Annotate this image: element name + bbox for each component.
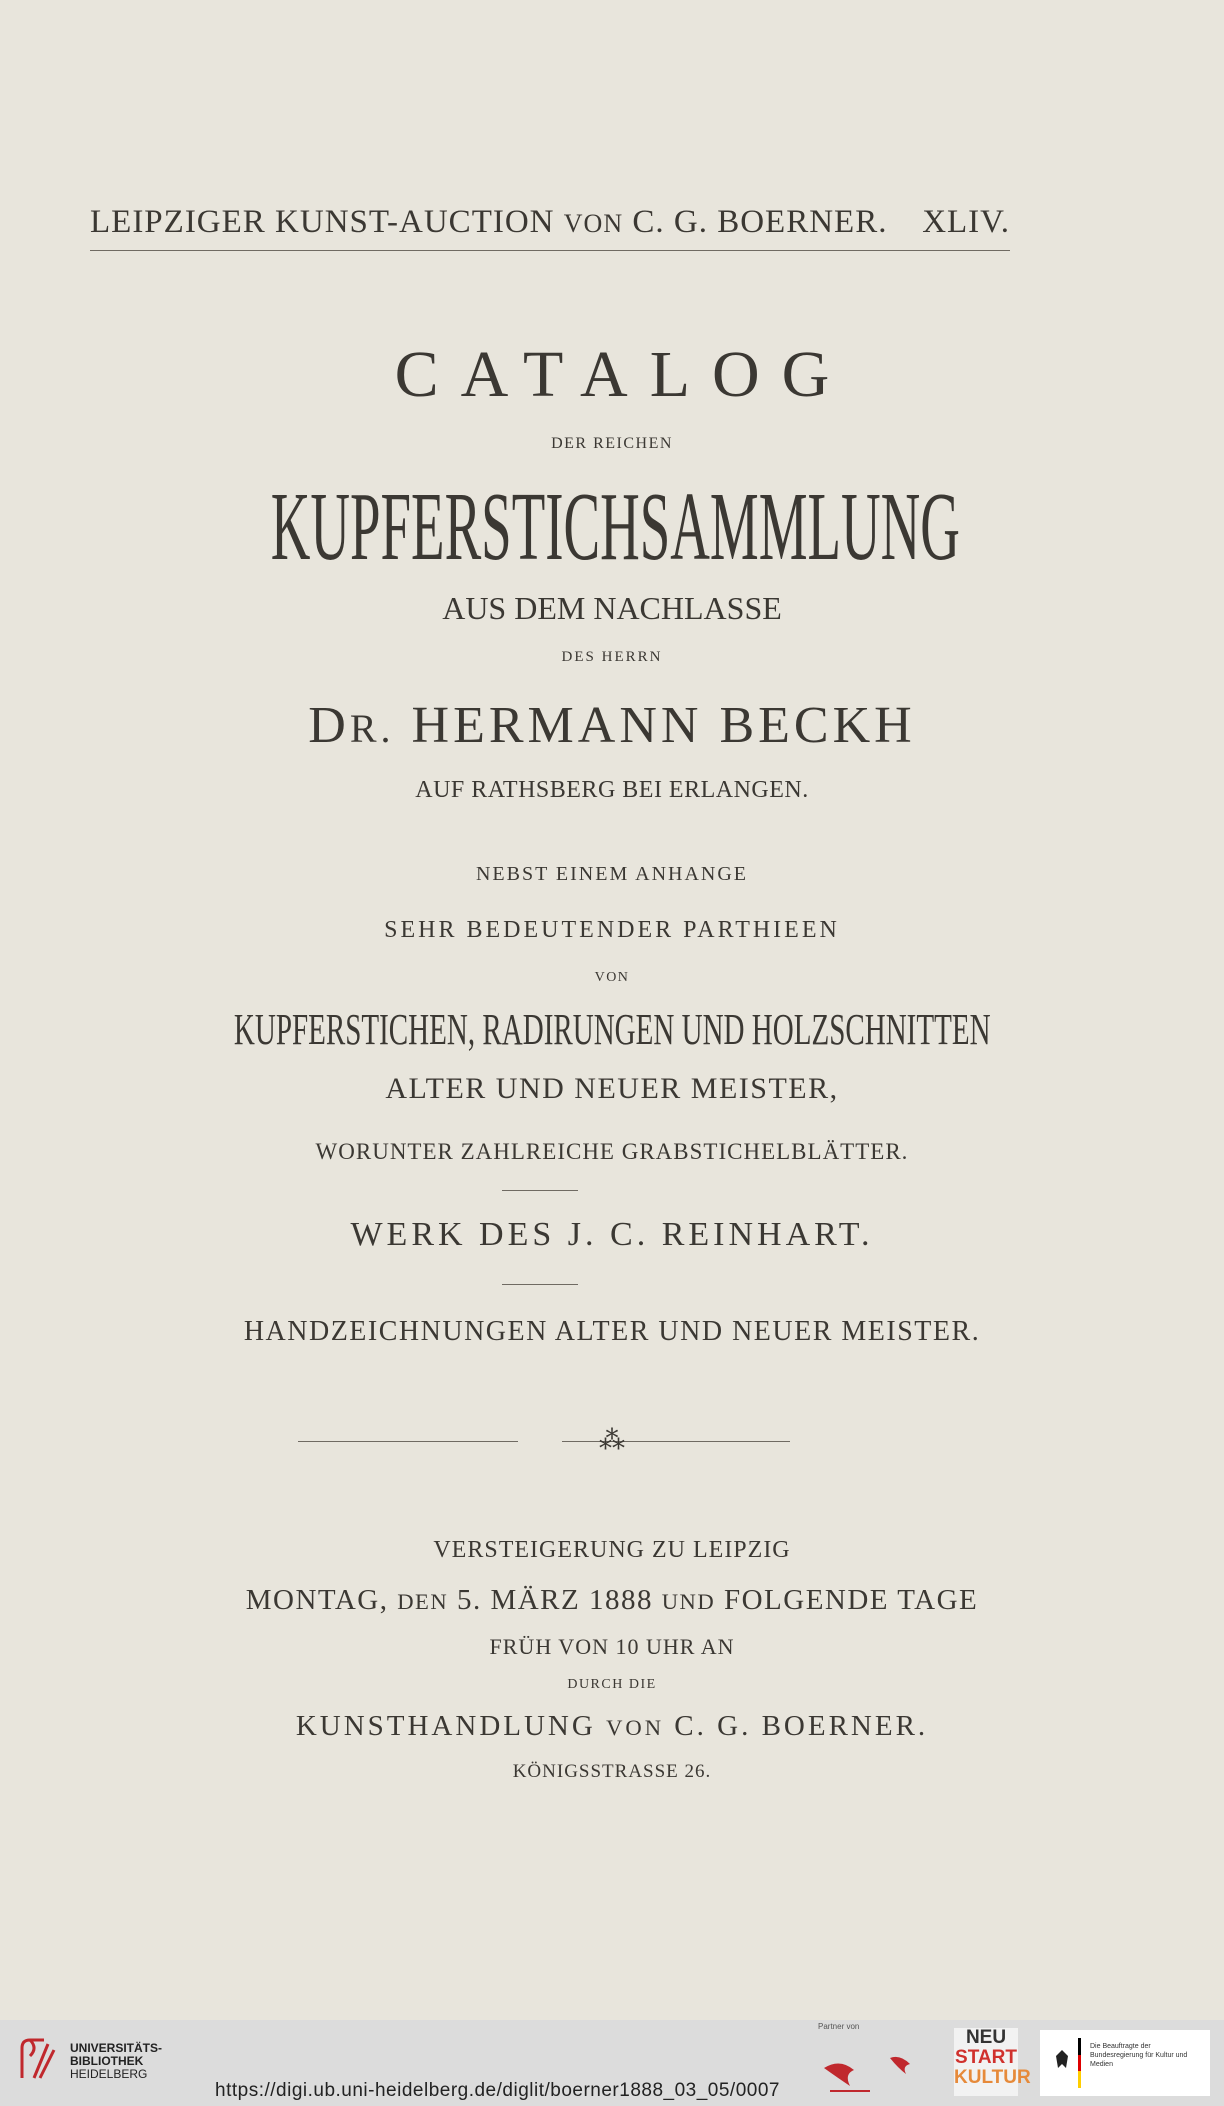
header-left: LEIPZIGER KUNST-AUCTION bbox=[90, 204, 555, 240]
dr-prefix: D bbox=[308, 697, 350, 754]
footer-bar bbox=[0, 2020, 1224, 2106]
kultur-text: KULTUR bbox=[954, 2067, 1031, 2088]
kunst-boerner: C. G. BOERNER. bbox=[674, 1710, 929, 1742]
header-right: C. G. BOERNER. bbox=[632, 204, 888, 240]
und: UND bbox=[661, 1589, 716, 1614]
nebst-einem-anhange: NEBST EINEM ANHANGE bbox=[475, 863, 749, 885]
page-url[interactable]: https://digi.ub.uni-heidelberg.de/diglit/boerner1888_03_05/0007 bbox=[215, 2080, 780, 2101]
handzeichnungen: HANDZEICHNUNGEN ALTER UND NEUER MEISTER. bbox=[243, 1316, 981, 1347]
frueh-von: FRÜH VON 10 UHR AN bbox=[489, 1634, 735, 1659]
neustart-kultur-logo[interactable] bbox=[954, 2027, 1031, 2096]
owner-name-text: HERMANN BECKH bbox=[411, 697, 916, 754]
auction-date-line bbox=[0, 1586, 1224, 1615]
kunsthandlung: KUNSTHANDLUNG bbox=[295, 1710, 596, 1742]
bkm-text: Die Beauftragte der Bundesregierung für Kultur und Medien bbox=[1090, 2043, 1188, 2068]
kupferstichen-text: KUPFERSTICHEN, RADIRUNGEN UND HOLZSCHNITTEN bbox=[233, 1005, 991, 1054]
street-address: KÖNIGSSTRASSE 26. bbox=[512, 1761, 712, 1782]
flag-bars-icon bbox=[1078, 2038, 1081, 2088]
von-label: VON bbox=[594, 970, 630, 985]
university-name[interactable] bbox=[70, 2042, 162, 2081]
worunter-line: WORUNTER ZAHLREICHE GRABSTICHELBLÄTTER. bbox=[315, 1139, 909, 1164]
university-logo-icon[interactable] bbox=[14, 2034, 60, 2084]
header-number: XLIV. bbox=[922, 204, 1010, 240]
kunsthandlung-line bbox=[0, 1712, 1224, 1741]
uni-line3: HEIDELBERG bbox=[70, 2067, 148, 2081]
running-header bbox=[90, 206, 1010, 239]
kunst-von: VON bbox=[606, 1715, 665, 1740]
partner-label: Partner von bbox=[818, 2022, 860, 2031]
kupferstichen-line bbox=[0, 1005, 1224, 1054]
werk-des-reinhart: WERK DES J. C. REINHART. bbox=[350, 1216, 874, 1253]
owner-place: AUF RATHSBERG BEI ERLANGEN. bbox=[415, 777, 809, 803]
versteigerung: VERSTEIGERUNG ZU LEIPZIG bbox=[433, 1537, 791, 1563]
alter-und-neuer: ALTER UND NEUER MEISTER, bbox=[385, 1072, 839, 1105]
uni-line2: BIBLIOTHEK bbox=[70, 2054, 144, 2068]
ddb-logo-icon[interactable] bbox=[820, 2048, 930, 2098]
short-rule-2 bbox=[502, 1284, 578, 1285]
dr-suffix: R. bbox=[349, 706, 395, 751]
aus-dem-nachlasse: AUS DEM NACHLASSE bbox=[442, 590, 782, 626]
den: DEN bbox=[397, 1589, 449, 1614]
folgende-tage: FOLGENDE TAGE bbox=[723, 1584, 979, 1616]
header-rule bbox=[90, 250, 1010, 251]
ornament: ⁂ bbox=[599, 1426, 625, 1455]
header-von: VON bbox=[563, 209, 624, 238]
main-title-text: KUPFERSTICHSAMMLUNG bbox=[270, 473, 960, 581]
montag: MONTAG, bbox=[245, 1584, 389, 1616]
der-reichen: DER REICHEN bbox=[551, 435, 673, 452]
catalog-title: CATALOG bbox=[394, 338, 852, 411]
start-text: START bbox=[955, 2047, 1017, 2068]
auction-date: 5. MÄRZ 1888 bbox=[456, 1584, 653, 1616]
des-herrn: DES HERRN bbox=[561, 649, 663, 665]
uni-line1: UNIVERSITÄTS- bbox=[70, 2041, 163, 2055]
short-rule-1 bbox=[502, 1190, 578, 1191]
eagle-icon bbox=[1052, 2048, 1072, 2072]
durch-die: DURCH DIE bbox=[567, 1677, 657, 1692]
bkm-logo[interactable] bbox=[1040, 2030, 1210, 2096]
owner-name bbox=[0, 697, 1224, 754]
neu-text: NEU bbox=[965, 2027, 1007, 2048]
main-title bbox=[0, 473, 1224, 581]
sehr-bedeutender: SEHR BEDEUTENDER PARTHIEEN bbox=[384, 917, 840, 943]
